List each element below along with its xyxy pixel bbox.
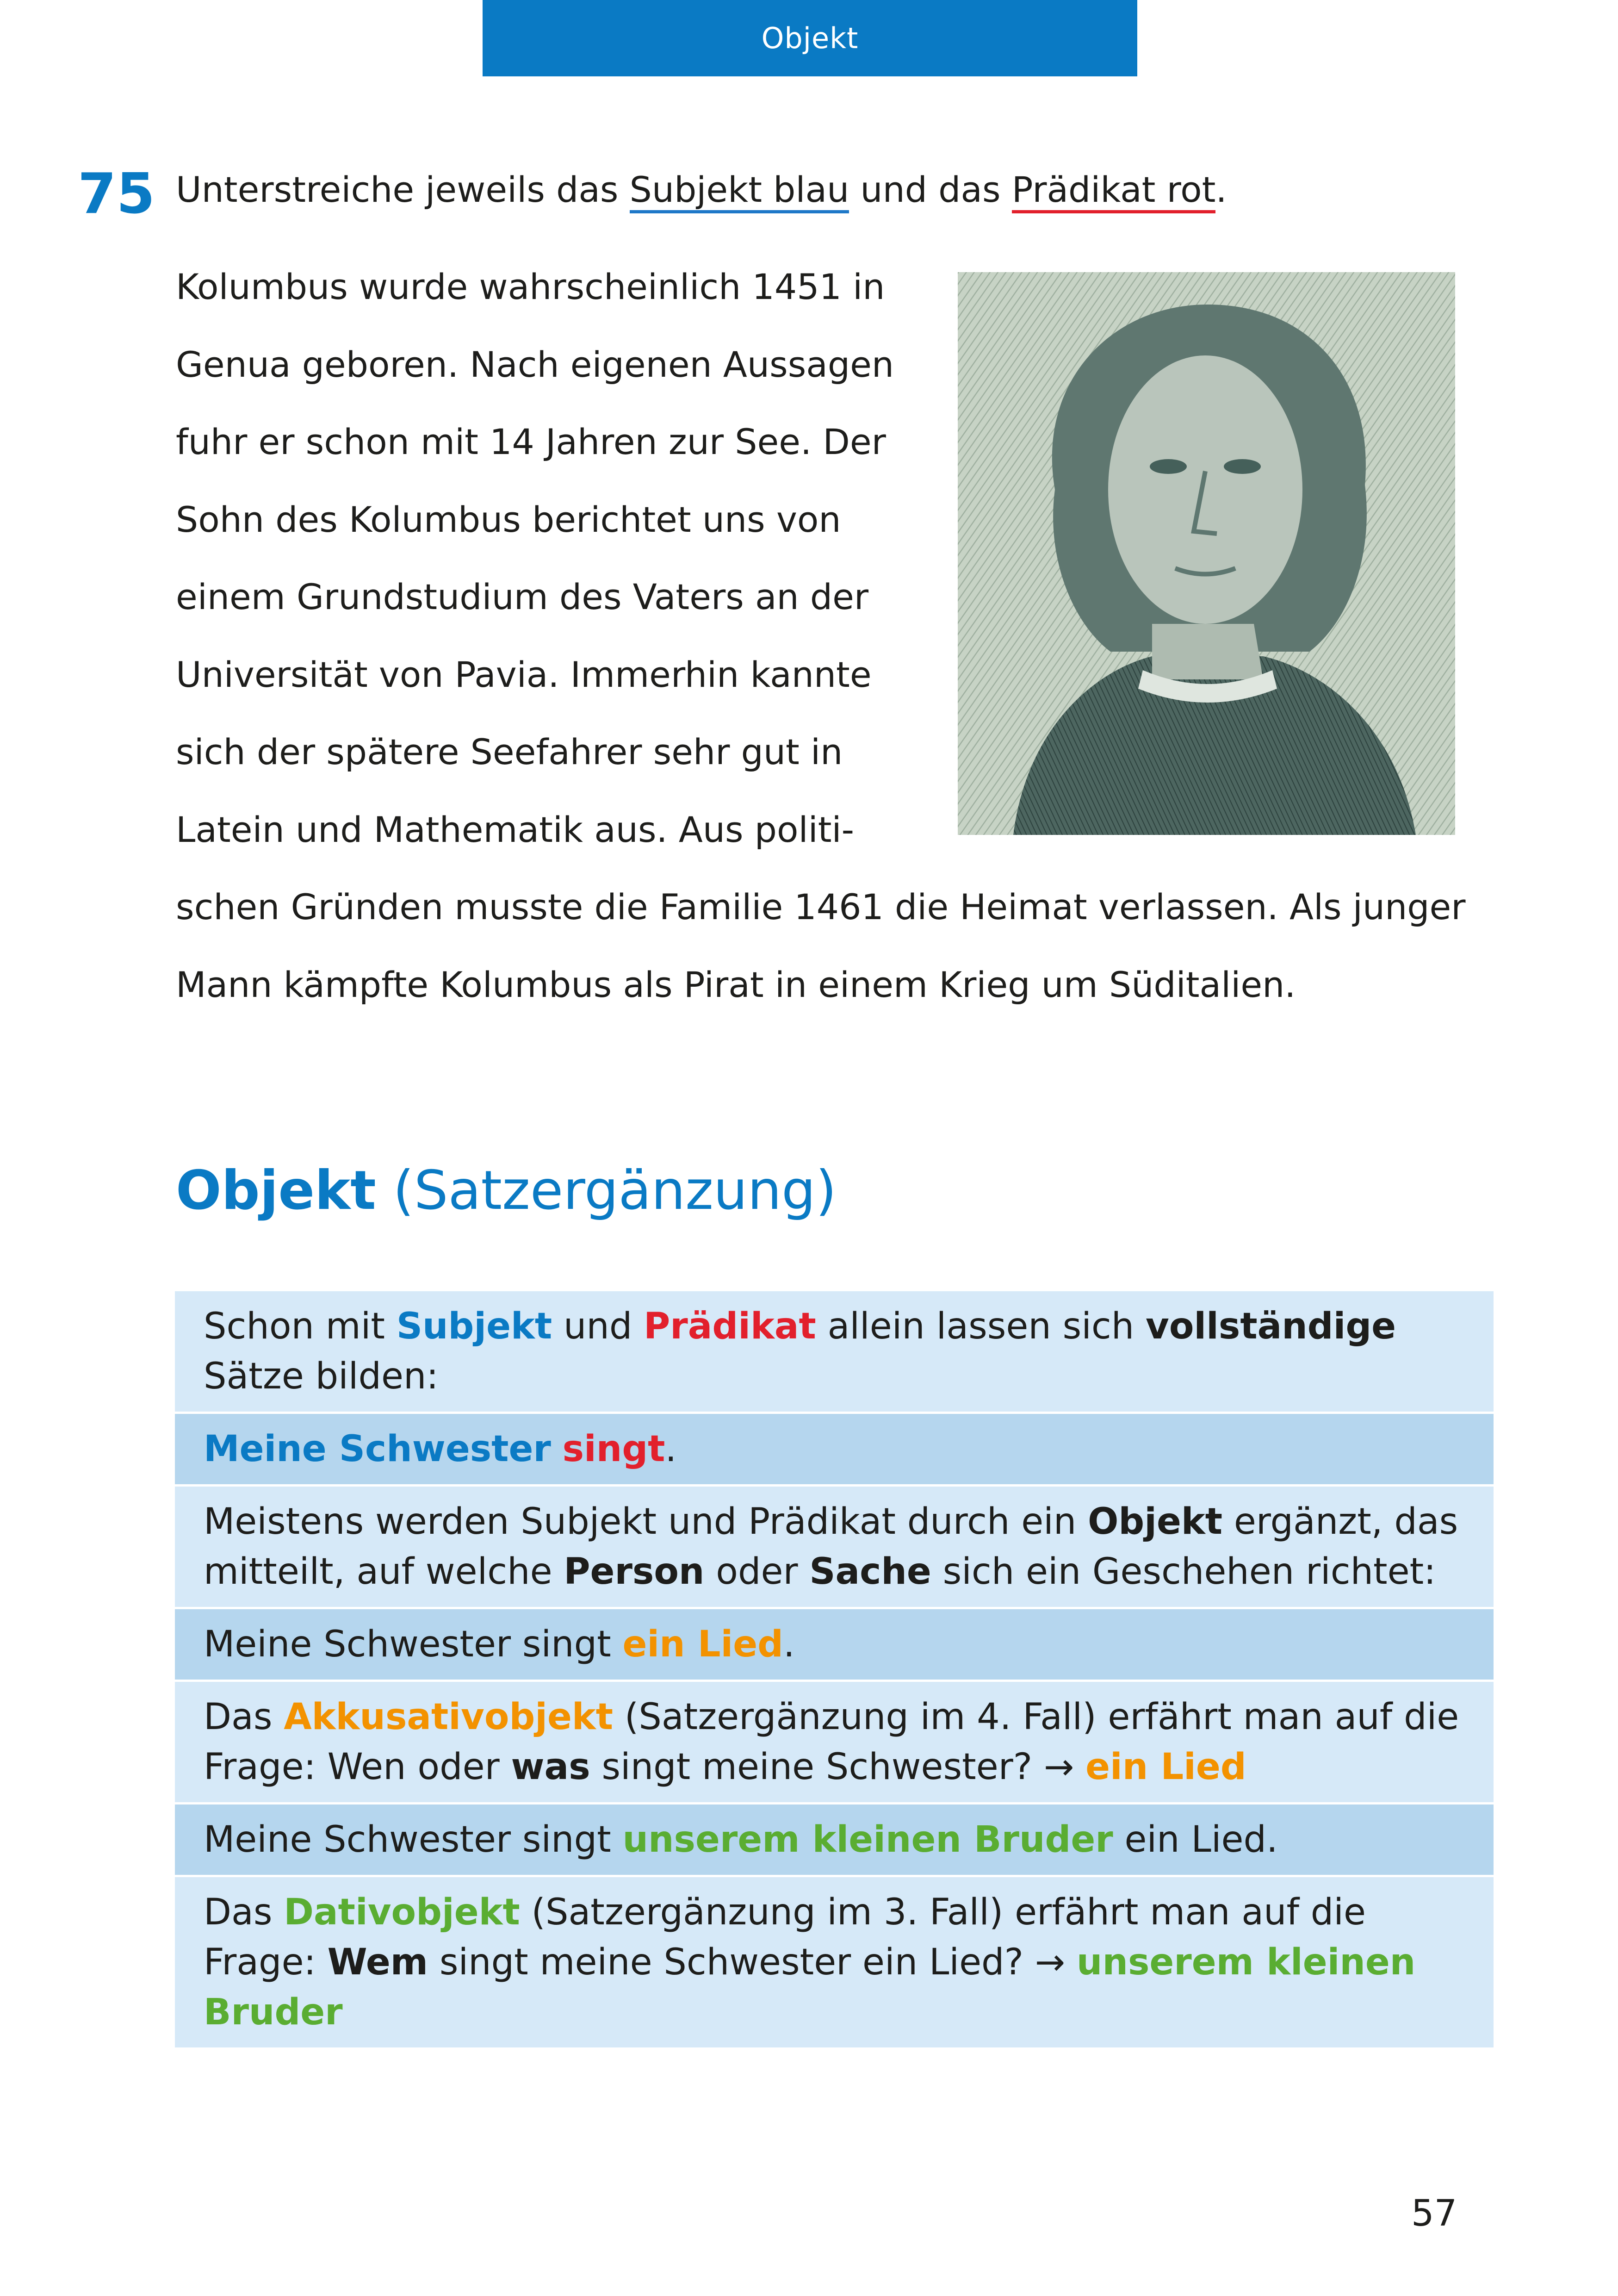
paragraph-line: Mann kämpfte Kolumbus als Pirat in einem Krieg um Süditalien.: [176, 964, 1296, 1005]
section-title: Objekt: [176, 1159, 376, 1222]
chapter-tab-label: Objekt: [761, 21, 859, 55]
instruction-text: .: [1215, 169, 1227, 210]
section-subtitle: (Satzergänzung): [376, 1159, 837, 1222]
paragraph-line: Kolumbus wurde wahrscheinlich 1451 in: [176, 266, 885, 307]
info-row: Das Akkusativobjekt (Satzergänzung im 4. Fall) erfährt man auf die Frage: Wen oder was singt meine Schwester? → ein Lied: [175, 1682, 1494, 1804]
exercise-number: 75: [78, 162, 155, 226]
example-row: Meine Schwester singt unserem kleinen Bruder ein Lied.: [175, 1804, 1494, 1877]
example-subject: Meine Schwester: [204, 1428, 551, 1470]
grammar-info-box: [175, 1291, 1494, 2050]
term-subjekt: Subjekt: [396, 1306, 552, 1347]
paragraph-line: fuhr er schon mit 14 Jahren zur See. Der: [176, 421, 886, 462]
paragraph-line: Genua geboren. Nach eigenen Aussagen: [176, 344, 894, 385]
exercise-instruction: [176, 169, 1227, 210]
paragraph-line: sich der spätere Seefahrer sehr gut in: [176, 731, 843, 772]
example-accusative-object: ein Lied: [622, 1624, 783, 1665]
info-row: Schon mit Subjekt und Prädikat allein lassen sich vollständige Sätze bilden:: [175, 1291, 1494, 1414]
example-dative-object: unserem kleinen Bruder: [622, 1819, 1113, 1860]
columbus-portrait-image: [958, 272, 1455, 835]
example-predicate: singt: [562, 1428, 665, 1470]
info-row: Das Dativobjekt (Satzergänzung im 3. Fall) erfährt man auf die Frage: Wem singt meine Schwester ein Lied? → unserem kleinen Bruder: [175, 1877, 1494, 2050]
page-number: 57: [1411, 2193, 1457, 2234]
example-row: Meine Schwester singt.: [175, 1414, 1494, 1487]
section-heading: [176, 1159, 837, 1222]
term-praedikat: Prädikat: [644, 1306, 816, 1347]
term-akkusativobjekt: Akkusativobjekt: [284, 1696, 614, 1738]
term-dativobjekt: Dativobjekt: [284, 1892, 520, 1933]
example-row: Meine Schwester singt ein Lied.: [175, 1609, 1494, 1682]
paragraph-line: Sohn des Kolumbus berichtet uns von: [176, 499, 841, 540]
paragraph-line: Latein und Mathematik aus. Aus politi-: [176, 809, 855, 850]
paragraph-line: Universität von Pavia. Immerhin kannte: [176, 654, 872, 695]
predicate-red-underlined: Prädikat rot: [1012, 169, 1216, 213]
chapter-tab: [483, 0, 1137, 76]
paragraph-line: einem Grundstudium des Vaters an der: [176, 576, 869, 617]
info-row: Meistens werden Subjekt und Prädikat durch ein Objekt ergänzt, das mitteilt, auf welche Person oder Sache sich ein Geschehen richtet:: [175, 1487, 1494, 1609]
instruction-text: und das: [849, 169, 1012, 210]
instruction-text: Unterstreiche jeweils das: [176, 169, 630, 210]
paragraph-line: schen Gründen musste die Familie 1461 die Heimat verlassen. Als junger: [176, 886, 1466, 927]
subject-blue-underlined: Subjekt blau: [630, 169, 849, 213]
